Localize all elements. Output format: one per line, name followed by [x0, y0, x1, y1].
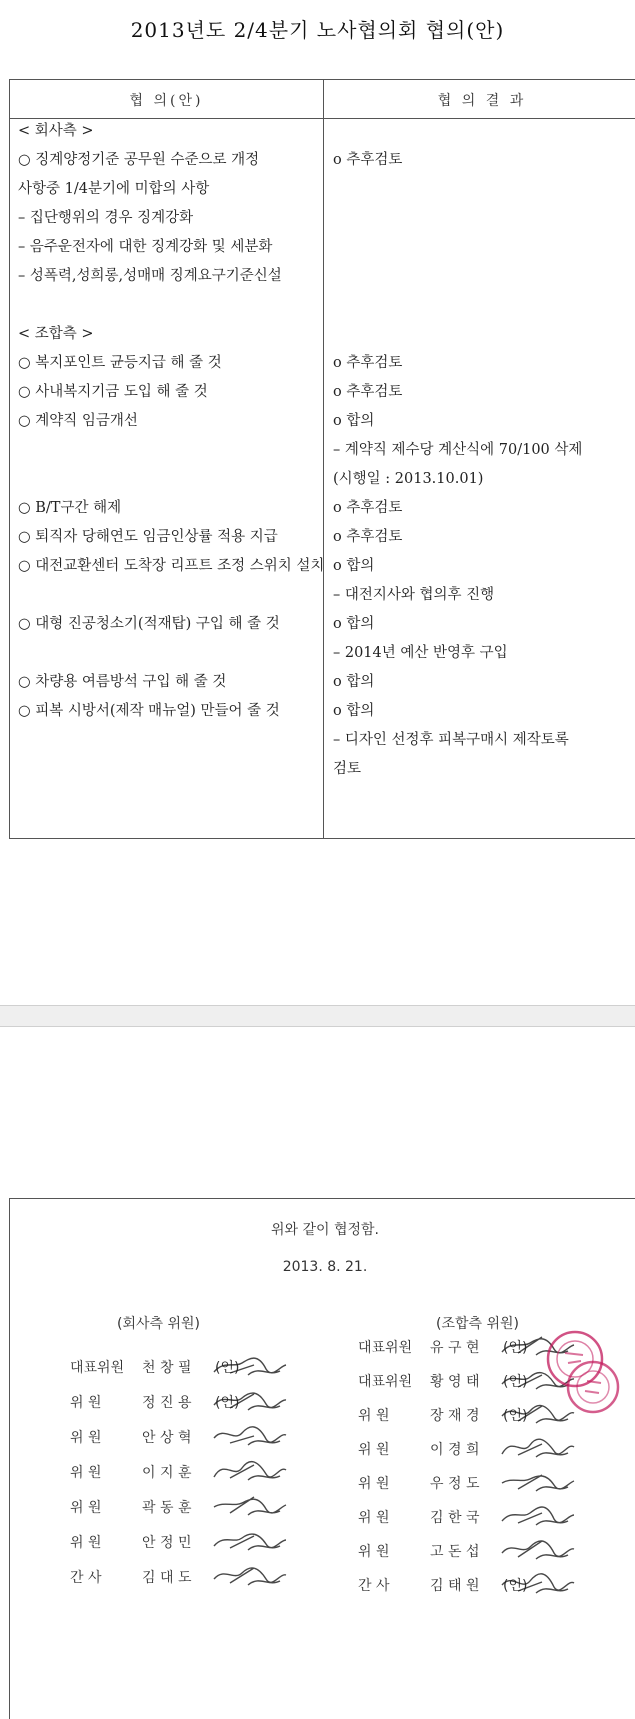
union-member-role: 간 사: [358, 1578, 390, 1594]
proposal-row: < 회사측 >: [18, 123, 94, 139]
union-member-role: 위 원: [358, 1544, 390, 1560]
union-member-name: 김 한 국: [430, 1510, 480, 1526]
company-member-role: 위 원: [70, 1430, 102, 1446]
company-member-name: 정 진 용: [142, 1395, 192, 1411]
union-member-name: 우 정 도: [430, 1476, 480, 1492]
proposal-row: ○ B/T구간 해제: [18, 500, 122, 516]
page-break: [0, 1005, 635, 1027]
union-member-signature: [498, 1563, 578, 1603]
result-row: o 추후검토: [333, 152, 403, 168]
proposal-row: ○ 대형 진공청소기(적재탑) 구입 해 줄 것: [18, 616, 280, 632]
proposal-row: – 성폭력,성희롱,성매매 징계요구기준신설: [18, 268, 282, 284]
proposal-row: 사항중 1/4분기에 미합의 사항: [18, 181, 210, 197]
column-divider: [323, 80, 324, 838]
union-member-seal-mark: (인): [503, 1408, 528, 1424]
union-member-name: 고 돈 섭: [430, 1544, 480, 1560]
union-member-role: 위 원: [358, 1476, 390, 1492]
union-member-name: 이 경 희: [430, 1442, 480, 1458]
proposal-row: ○ 복지포인트 균등지급 해 줄 것: [18, 355, 222, 371]
company-member-name: 안 정 민: [142, 1535, 192, 1551]
company-member-seal-mark: (인): [215, 1360, 240, 1376]
company-member-role: 위 원: [70, 1500, 102, 1516]
result-row: o 합의: [333, 413, 375, 429]
company-member-signature: [210, 1450, 290, 1490]
company-member-signature: [210, 1555, 290, 1595]
company-member-role: 위 원: [70, 1395, 102, 1411]
header-proposal: 협 의(안): [129, 93, 204, 109]
result-row: o 합의: [333, 558, 375, 574]
company-member-signature: [210, 1345, 290, 1385]
result-row: – 대전지사와 협의후 진행: [333, 587, 495, 603]
result-row: o 합의: [333, 616, 375, 632]
result-row: – 계약직 제수당 계산식에 70/100 삭제: [333, 442, 583, 458]
union-member-name: 김 태 원: [430, 1578, 480, 1594]
union-member-role: 위 원: [358, 1408, 390, 1424]
proposal-row: ○ 징계양정기준 공무원 수준으로 개정: [18, 152, 260, 168]
proposal-row: ○ 피복 시방서(제작 매뉴얼) 만들어 줄 것: [18, 703, 280, 719]
company-member-role: 위 원: [70, 1535, 102, 1551]
header-result: 협 의 결 과: [437, 93, 527, 109]
union-member-name: 유 구 현: [430, 1340, 480, 1356]
result-row: 검토: [333, 761, 362, 777]
union-member-seal-mark: (인): [503, 1374, 528, 1390]
union-member-seal-mark: (인): [503, 1340, 528, 1356]
result-row: o 추후검토: [333, 384, 403, 400]
company-member-name: 안 상 혁: [142, 1430, 192, 1446]
company-member-role: 위 원: [70, 1465, 102, 1481]
company-member-name: 이 지 훈: [142, 1465, 192, 1481]
company-member-name: 곽 동 훈: [142, 1500, 192, 1516]
signature-section: [9, 1198, 635, 1719]
agreement-date: 2013. 8. 21.: [282, 1259, 368, 1275]
union-member-role: 위 원: [358, 1510, 390, 1526]
union-member-seal-mark: (인): [503, 1578, 528, 1594]
proposal-row: ○ 사내복지기금 도입 해 줄 것: [18, 384, 208, 400]
proposal-row: ○ 퇴직자 당해연도 임금인상률 적용 지급: [18, 529, 278, 545]
union-member-role: 위 원: [358, 1442, 390, 1458]
result-row: o 추후검토: [333, 355, 403, 371]
company-member-signature: [210, 1485, 290, 1525]
union-members-header: (조합측 위원): [436, 1316, 519, 1332]
company-member-signature: [210, 1520, 290, 1560]
company-member-signature: [210, 1415, 290, 1455]
agreement-statement: 위와 같이 협정함.: [270, 1222, 380, 1238]
proposal-row: ○ 대전교환센터 도착장 리프트 조정 스위치 설치: [18, 558, 325, 574]
union-member-name: 장 재 경: [430, 1408, 480, 1424]
union-member-role: 대표위원: [358, 1374, 413, 1390]
company-member-signature: [210, 1380, 290, 1420]
document-title: 2013년도 2/4분기 노사협의회 협의(안): [130, 18, 505, 42]
proposal-row: ○ 계약직 임금개선: [18, 413, 138, 429]
proposal-row: – 음주운전자에 대한 징계강화 및 세분화: [18, 239, 273, 255]
company-member-name: 천 창 필: [142, 1360, 192, 1376]
company-member-seal-mark: (인): [215, 1395, 240, 1411]
company-member-role: 간 사: [70, 1570, 102, 1586]
company-members-header: (회사측 위원): [117, 1316, 200, 1332]
result-row: – 디자인 선정후 피복구매시 제작토록: [333, 732, 569, 748]
union-member-name: 황 영 태: [430, 1374, 480, 1390]
proposal-row: – 집단행위의 경우 징계강화: [18, 210, 194, 226]
agreement-table: [9, 79, 635, 839]
company-member-role: 대표위원: [70, 1360, 125, 1376]
result-row: o 합의: [333, 703, 375, 719]
proposal-row: ○ 차량용 여름방석 구입 해 줄 것: [18, 674, 227, 690]
result-row: (시행일 : 2013.10.01): [333, 471, 484, 487]
result-row: o 추후검토: [333, 500, 403, 516]
proposal-row: < 조합측 >: [18, 326, 94, 342]
result-row: o 추후검토: [333, 529, 403, 545]
company-member-name: 김 대 도: [142, 1570, 192, 1586]
union-seal-stamp: [535, 1325, 625, 1415]
union-member-role: 대표위원: [358, 1340, 413, 1356]
result-row: – 2014년 예산 반영후 구입: [333, 645, 508, 661]
result-row: o 합의: [333, 674, 375, 690]
